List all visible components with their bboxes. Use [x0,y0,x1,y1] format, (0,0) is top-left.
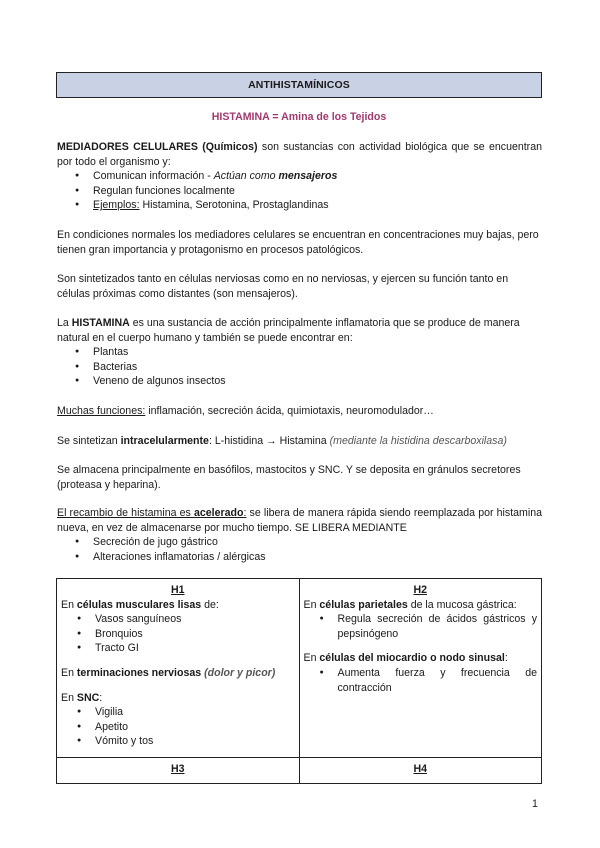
list-item: ● Comunican información - Actúan como mensajeros [75,169,535,184]
list-item: ● Veneno de algunos insectos [75,374,535,389]
list-item: ● Vigilia [77,705,295,720]
list-item: ● Tracto GI [77,641,295,656]
list-item: ● Vómito y tos [77,734,295,749]
subtitle: HISTAMINA = Amina de los Tejidos [211,111,387,123]
list-item: ● Alteraciones inflamatorias / alérgicas [75,550,535,565]
list-item: ● Secreción de jugo gástrico [75,535,535,550]
list-item: ● Apetito [77,720,295,735]
cell-list [61,705,295,749]
table-cell-h3 [57,758,300,784]
list-item: ● Vasos sanguíneos [77,612,295,627]
cell-heading: H3 [170,763,185,775]
cell-list [304,612,538,641]
table-cell-h4 [299,758,542,784]
list-item: ● Ejemplos: Histamina, Serotonina, Prostaglandinas [75,198,535,213]
list-item: ● Bacterias [75,360,535,375]
almacena-paragraph: Se almacena principalmente en basófilos, mastocitos y SNC. Y se deposita en gránulos secretores (proteasa y heparina). [57,464,521,491]
list-item: ● Regula secreción de ácidos gástricos y pepsinógeno [320,612,538,641]
mediadores-list [75,169,535,213]
list-item: ● Regulan funciones localmente [75,184,535,199]
mediadores-rest: son sustancias con actividad biológica que se encuentran por todo el organismo y: [57,141,542,168]
paragraph-sintetizados: Son sintetizados tanto en células nerviosas como en no nerviosas, y ejercen su función tanto en células próximas como distantes (son mensajeros). [57,273,509,300]
mediadores-paragraph [57,140,542,169]
table-cell-h2: H2 En células parietales de la mucosa gástrica: ● Regula secreción de ácidos gástricos y pepsinógeno En células del miocardio o nodo sinusal: ● Aumenta fuerza y frecuencia de contracción [299,579,542,758]
histamina-sources-list [75,345,535,389]
page-number: 1 [532,798,538,810]
receptors-table [56,578,542,784]
list-item: ● Plantas [75,345,535,360]
list-item: ● Bronquios [77,627,295,642]
recambio-list [75,535,535,564]
paragraph-condiciones: En condiciones normales los mediadores celulares se encuentran en concentraciones muy bajas, pero tienen gran importancia y protagonismo en procesos patológicos. [57,229,539,256]
funciones-paragraph: Muchas funciones: inflamación, secreción ácida, quimiotaxis, neuromodulador… [57,405,434,417]
cell-heading: H1 [170,584,185,596]
recambio-paragraph: El recambio de histamina es acelerado: se libera de manera rápida siendo reemplazada por histamina nueva, en vez de almacenarse por mucho tiempo. SE LIBERA MEDIANTE [57,507,542,534]
cell-heading: H2 [413,584,428,596]
table-cell-h1: H1 En células musculares lisas de: ● Vasos sanguíneos ● Bronquios ● Tracto GI En terminaciones nerviosas (dolor y picor) En SNC: ● Vigilia ● Apetito ● Vómito y tos [57,579,300,758]
sintesis-paragraph: Se sintetizan intracelularmente: L-histidina → Histamina (mediante la histidina descarboxilasa) [57,435,507,447]
cell-list [61,612,295,656]
cell-heading: H4 [413,763,428,775]
list-item: ● Aumenta fuerza y frecuencia de contracción [320,666,538,695]
mediadores-lead: MEDIADORES CELULARES (Químicos) [57,141,258,153]
document-title: ANTIHISTAMÍNICOS [56,72,542,98]
histamina-paragraph: La HISTAMINA es una sustancia de acción principalmente inflamatoria que se produce de manera natural en el cuerpo humano y también se puede encontrar en: [57,317,520,344]
cell-list [304,666,538,695]
